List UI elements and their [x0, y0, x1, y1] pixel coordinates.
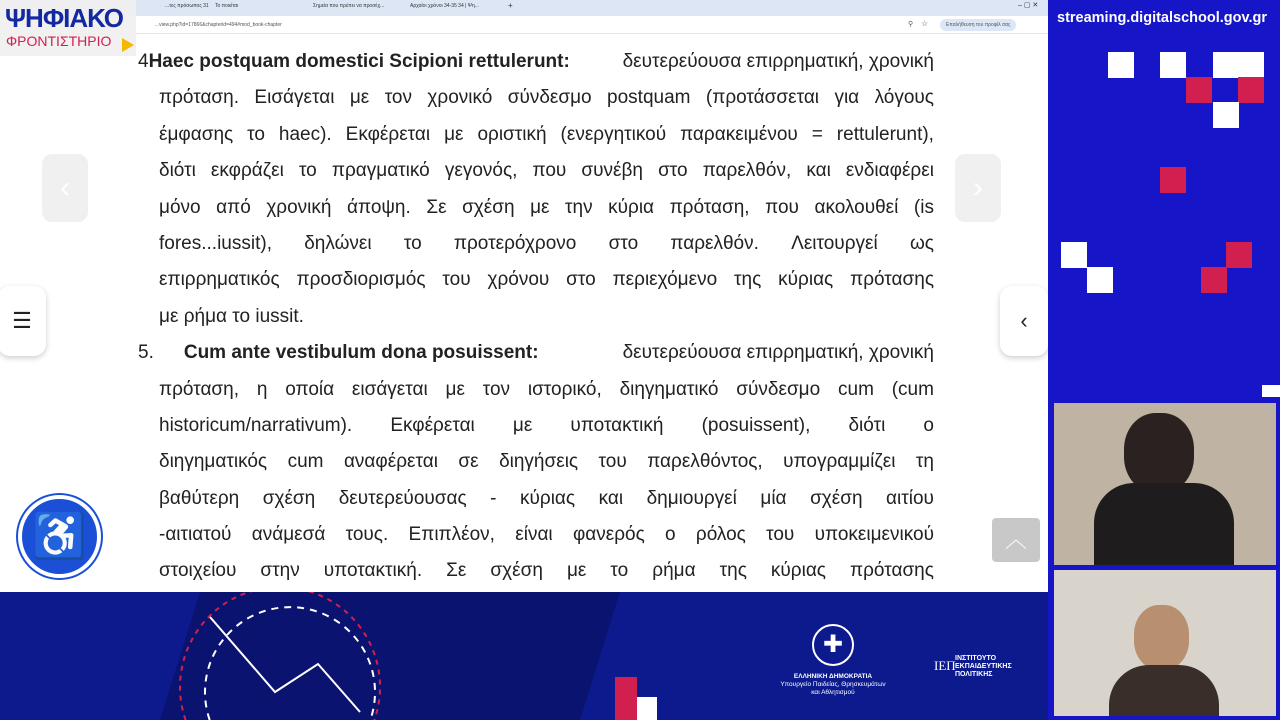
word: κύριας	[520, 487, 576, 509]
text-line	[138, 553, 934, 589]
word: rettulerunt),	[836, 123, 934, 145]
list-icon: ☰	[12, 308, 32, 333]
new-tab-button[interactable]: +	[508, 1, 513, 10]
word: cum	[287, 451, 324, 473]
decorative-graphic	[0, 592, 1048, 720]
text-line	[138, 517, 934, 553]
prev-page-button[interactable]	[42, 154, 88, 222]
word: σύνδεσμο	[736, 378, 821, 400]
word: την	[565, 196, 593, 218]
word: πραγματικό	[331, 160, 430, 182]
word: κύριας	[778, 269, 834, 291]
word: μόνο	[159, 196, 201, 218]
word: με	[445, 378, 465, 400]
text-line	[138, 117, 934, 153]
word: στο	[608, 232, 639, 254]
word: επιρρηματικός	[159, 269, 280, 291]
word: Σε	[426, 196, 447, 218]
word: υπογραμμίζει	[783, 451, 896, 473]
word: historicum/narrativum).	[159, 414, 353, 436]
word: οριστική	[477, 123, 547, 145]
iep-text: ΙΝΣΤΙΤΟΥΤΟ	[955, 655, 997, 662]
word: βαθύτερη	[159, 487, 240, 509]
word: σχέση	[490, 560, 543, 582]
word: στην	[260, 560, 300, 582]
accessibility-icon: ♿	[32, 512, 87, 561]
word: πρόταση,	[669, 196, 750, 218]
word: του	[766, 524, 795, 546]
word: σε	[458, 451, 479, 473]
word: πρόταση,	[159, 378, 240, 400]
gov-subtitle: και Αθλητισμού	[811, 689, 855, 696]
word: προσδιορισμός	[296, 269, 426, 291]
word: χρόνου	[487, 269, 550, 291]
text-line	[138, 226, 934, 262]
word: τους.	[345, 524, 389, 546]
text-line: με ρήμα το iussit.	[159, 305, 304, 327]
chevron-up-icon: ︿	[1004, 527, 1027, 552]
word: -	[490, 487, 497, 509]
word: εισάγεται	[351, 378, 428, 400]
chevron-left-icon: ‹	[60, 171, 70, 204]
text-line	[138, 335, 934, 371]
iep-text: ΠΟΛΙΤΙΚΗΣ	[955, 671, 993, 678]
window-controls[interactable]: – ▢ ✕	[1018, 2, 1039, 9]
text-segment: 4	[138, 51, 149, 72]
word: που	[532, 160, 567, 182]
word: άποψη.	[347, 196, 411, 218]
word: cum	[838, 378, 874, 400]
word: δηλώνει	[304, 232, 372, 254]
word: με	[444, 123, 464, 145]
word: του	[598, 451, 627, 473]
word: η	[256, 378, 268, 400]
logo-triangle	[122, 38, 134, 52]
word: ο	[923, 414, 934, 436]
back-to-top-button[interactable]	[992, 518, 1040, 562]
text-line	[138, 190, 934, 226]
word: μία	[760, 487, 787, 509]
stream-url: streaming.digitalschool.gov.gr	[1057, 10, 1268, 26]
word: ανάμεσά	[251, 524, 326, 546]
word: και	[806, 160, 831, 182]
url-text[interactable]: ...view.php?id=17866&chapterid=494#mod_book-chapter	[155, 22, 282, 28]
text-line	[138, 481, 934, 517]
tab[interactable]: Αρχαίοι χρόνοι 34-35 34 | Ψη...	[410, 3, 479, 9]
word: πρόταση.	[159, 87, 240, 109]
word: που	[765, 196, 799, 218]
text-line	[138, 372, 934, 408]
word: της	[719, 560, 747, 582]
word: και	[598, 487, 624, 509]
word: Σε	[446, 560, 467, 582]
logo-line1: ΨΗΦΙΑΚΟ	[5, 3, 123, 33]
word: fores...iussit),	[159, 232, 272, 254]
toc-button[interactable]	[0, 286, 46, 356]
word: postquam	[607, 87, 691, 109]
word: τη	[915, 451, 934, 473]
word: ιστορικό,	[527, 378, 602, 400]
word: πρότασης	[850, 269, 934, 291]
text-line	[138, 80, 934, 116]
word: με	[512, 414, 533, 436]
text-line	[138, 44, 934, 80]
word: υποτακτική.	[323, 560, 423, 582]
word: το	[247, 123, 265, 145]
book-chapter-content	[138, 44, 934, 590]
word: του	[442, 269, 471, 291]
zoom-icon[interactable]: ⚲	[908, 21, 914, 28]
gov-subtitle: Υπουργείο Παιδείας, Θρησκευμάτων	[780, 681, 886, 688]
word: τον	[384, 87, 412, 109]
tab[interactable]: ...τες πρόσωπος 31	[165, 3, 209, 9]
word: διηγηματικός	[159, 451, 268, 473]
word: διηγήσεις	[499, 451, 579, 473]
chevron-left-icon: ‹	[1020, 308, 1028, 333]
gov-title: ΕΛΛΗΝΙΚΗ ΔΗΜΟΚΡΑΤΙΑ	[793, 673, 873, 680]
footer-banner	[0, 592, 1048, 720]
word: για	[834, 87, 860, 109]
word: πρότασης	[850, 560, 934, 582]
word: φανερός	[572, 524, 645, 546]
word: ως	[909, 232, 934, 254]
text-segment: δευτερεύουσα επιρρηματική, χρονική	[622, 342, 934, 364]
word: το	[610, 560, 629, 582]
word: κύριας	[770, 560, 826, 582]
word: στο	[566, 269, 596, 291]
word: haec).	[278, 123, 332, 145]
word: παρακειμένου	[680, 123, 798, 145]
word: ενδιαφέρει	[845, 160, 934, 182]
word: (is	[913, 196, 934, 218]
word: διότι	[159, 160, 196, 182]
word: στοιχείου	[159, 560, 237, 582]
word: περιεχόμενο	[612, 269, 718, 291]
word: ρόλος	[695, 524, 746, 546]
word: υποτακτική	[570, 414, 664, 436]
word: παρελθόν.	[670, 232, 759, 254]
word: τον	[482, 378, 511, 400]
presenter-video	[1054, 570, 1276, 716]
word: παρελθόν,	[702, 160, 792, 182]
tab[interactable]: Το ποιείται	[215, 3, 239, 9]
word: το	[298, 160, 317, 182]
word: =	[811, 123, 823, 145]
word: με	[566, 560, 587, 582]
iep-mark: ΙΕΠ	[934, 658, 956, 673]
tab-bar	[0, 0, 1048, 16]
word: προτερόχρονο	[453, 232, 577, 254]
address-bar[interactable]	[0, 16, 1048, 34]
tab[interactable]: Σημεία που πρέπει να προσέχ...	[313, 3, 385, 9]
iep-text: ΕΚΠΑΙΔΕΥΤΙΚΗΣ	[955, 663, 1012, 670]
text-line	[138, 408, 934, 444]
word: Εισάγεται	[254, 87, 335, 109]
word: (ενεργητικού	[560, 123, 667, 145]
word: έμφασης	[159, 123, 234, 145]
channel-logo	[0, 0, 136, 56]
word: συνέβη	[581, 160, 643, 182]
word: λόγους	[874, 87, 934, 109]
word: αναφέρεται	[343, 451, 438, 473]
word: διηγηματικό	[619, 378, 719, 400]
word: (cum	[891, 378, 934, 400]
word: ακολουθεί	[814, 196, 899, 218]
text-line	[138, 153, 934, 189]
heading-phrase: Haec postquam domestici Scipioni rettulerunt:	[148, 51, 570, 72]
presenter-video	[1054, 403, 1276, 565]
word: (posuissent),	[701, 414, 811, 436]
word: ρήμα	[652, 560, 696, 582]
word: γεγονός,	[444, 160, 518, 182]
star-icon[interactable]: ☆	[921, 19, 929, 28]
word: εκφράζει	[210, 160, 284, 182]
word: της	[734, 269, 762, 291]
word: υποκειμενικού	[814, 524, 934, 546]
word: είναι	[515, 524, 553, 546]
collapse-drawer-button[interactable]	[1000, 286, 1048, 356]
word: από	[216, 196, 251, 218]
text-segment: 5.	[138, 342, 154, 364]
word: σχέση	[462, 196, 515, 218]
word: χρονικό	[427, 87, 493, 109]
word: ο	[665, 524, 676, 546]
word: Εκφέρεται	[345, 123, 431, 145]
profile-chip[interactable]: Επαλήθευση του προφίλ σας	[940, 19, 1016, 31]
next-page-button[interactable]	[955, 154, 1001, 222]
heading-phrase: Cum ante vestibulum dona posuissent:	[183, 342, 539, 364]
word: Εκφέρεται	[390, 414, 475, 436]
word: διότι	[848, 414, 886, 436]
word: σχέση	[262, 487, 316, 509]
accessibility-button[interactable]	[18, 495, 101, 578]
word: με	[530, 196, 550, 218]
word: σύνδεσμο	[507, 87, 592, 109]
word: στο	[658, 160, 688, 182]
logo-line2: ΦΡΟΝΤΙΣΤΗΡΙΟ	[6, 33, 112, 49]
word: παρελθόντος,	[647, 451, 763, 473]
text-segment: δευτερεύουσα επιρρηματική, χρονική	[622, 51, 934, 72]
word: οποία	[285, 378, 335, 400]
text-line	[138, 262, 934, 298]
chevron-right-icon: ›	[973, 171, 983, 204]
word: δευτερεύουσας	[338, 487, 467, 509]
word: αιτίου	[886, 487, 934, 509]
word: το	[403, 232, 422, 254]
word: -αιτιατού	[159, 524, 232, 546]
word: Επιπλέον,	[408, 524, 495, 546]
word: Λειτουργεί	[791, 232, 878, 254]
word: (προτάσσεται	[705, 87, 820, 109]
word: με	[349, 87, 370, 109]
word: δημιουργεί	[646, 487, 737, 509]
word: σχέση	[810, 487, 863, 509]
greek-emblem-icon: ✚	[812, 624, 854, 666]
word: χρονική	[266, 196, 332, 218]
word: κύρια	[608, 196, 655, 218]
text-line	[138, 444, 934, 480]
